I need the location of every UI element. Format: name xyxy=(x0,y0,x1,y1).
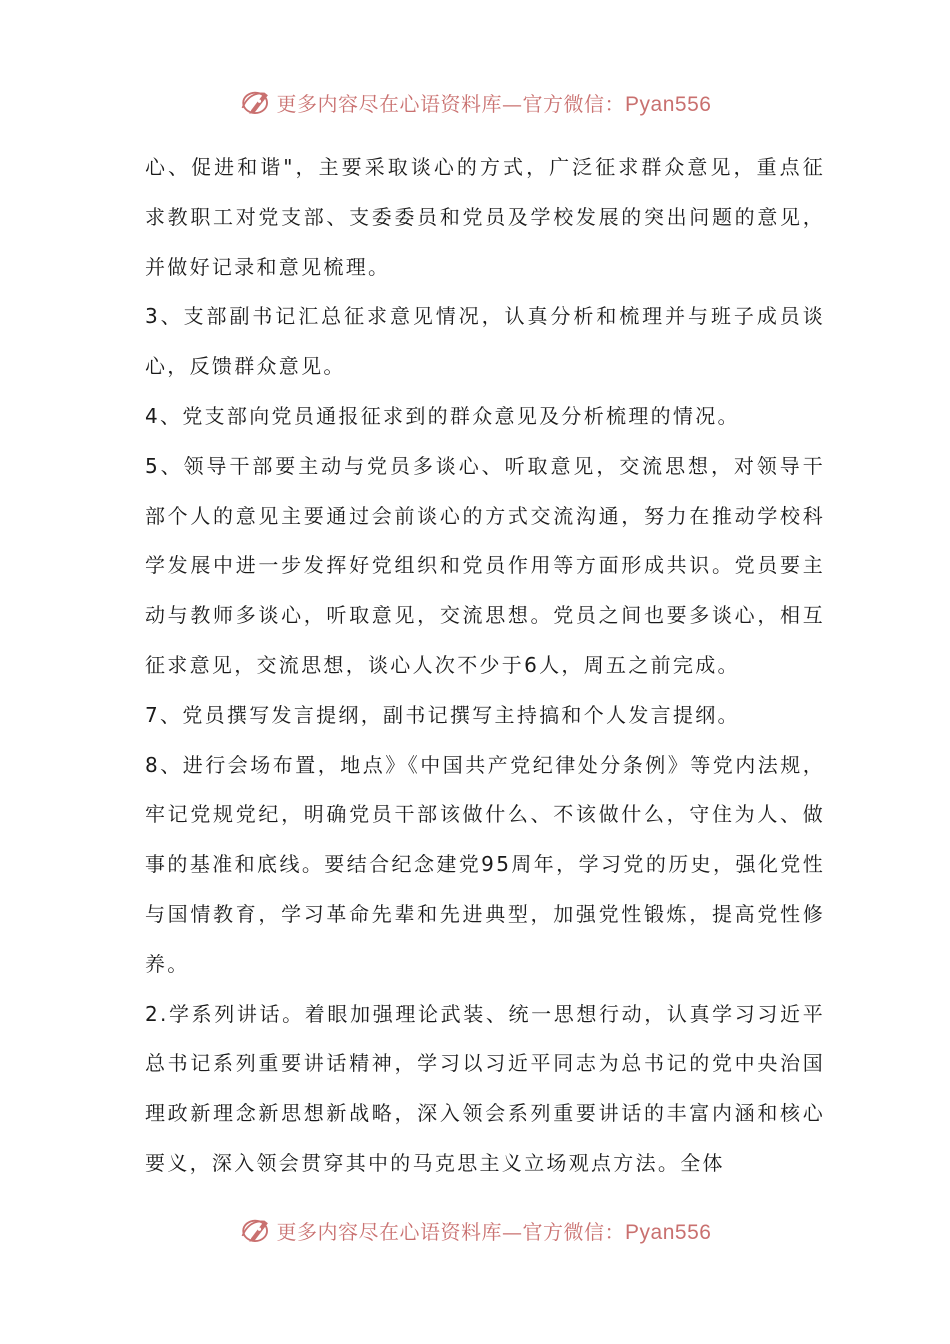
pen-nib-logo-icon xyxy=(239,1213,273,1247)
footer-banner xyxy=(0,1210,950,1250)
paragraph: 4、党支部向党员通报征求到的群众意见及分析梳理的情况。 xyxy=(145,403,740,428)
paragraph: 3、支部副书记汇总征求意见情况，认真分析和梳理并与班子成员谈心，反馈群众意见。 xyxy=(145,304,825,379)
paragraph: 心、促进和谐"，主要采取谈心的方式，广泛征求群众意见，重点征求教职工对党支部、支委委员和党员及学校发展的突出问题的意见，并做好记录和意见梳理。 xyxy=(145,155,825,279)
header-banner xyxy=(0,82,950,122)
paragraph: 7、党员撰写发言提纲，副书记撰写主持搞和个人发言提纲。 xyxy=(145,702,740,727)
pen-nib-logo-icon xyxy=(239,85,273,119)
wechat-id: Pyan556 xyxy=(625,92,712,116)
document-body xyxy=(145,143,825,1189)
paragraph: 5、领导干部要主动与党员多谈心、听取意见，交流思想，对领导干部个人的意见主要通过会前谈心的方式交流沟通，努力在推动学校科学发展中进一步发挥好党组织和党员作用等方面形成共识。党员要主动与教师多谈心，听取意见，交流思想。党员之间也要多谈心，相互征求意见，交流思想，谈心人次不少于6人，周五之前完成。 xyxy=(145,453,825,677)
wechat-id: Pyan556 xyxy=(625,1220,712,1244)
paragraph: 2.学系列讲话。着眼加强理论武装、统一思想行动，认真学习习近平总书记系列重要讲话精神，学习以习近平同志为总书记的党中央治国理政新理念新思想新战略，深入领会系列重要讲话的丰富内涵和核心要义，深入领会贯穿其中的马克思主义立场观点方法。全体 xyxy=(145,1001,825,1175)
paragraph: 8、进行会场布置，地点》《中国共产党纪律处分条例》等党内法规，牢记党规党纪，明确党员干部该做什么、不该做什么，守住为人、做事的基准和底线。要结合纪念建党95周年，学习党的历史，强化党性与国情教育，学习革命先辈和先进典型，加强党性锻炼，提高党性修养。 xyxy=(145,752,825,976)
banner-text: 更多内容尽在心语资料库—官方微信：Pyan556 xyxy=(276,91,712,116)
banner-text: 更多内容尽在心语资料库—官方微信：Pyan556 xyxy=(276,1219,712,1244)
